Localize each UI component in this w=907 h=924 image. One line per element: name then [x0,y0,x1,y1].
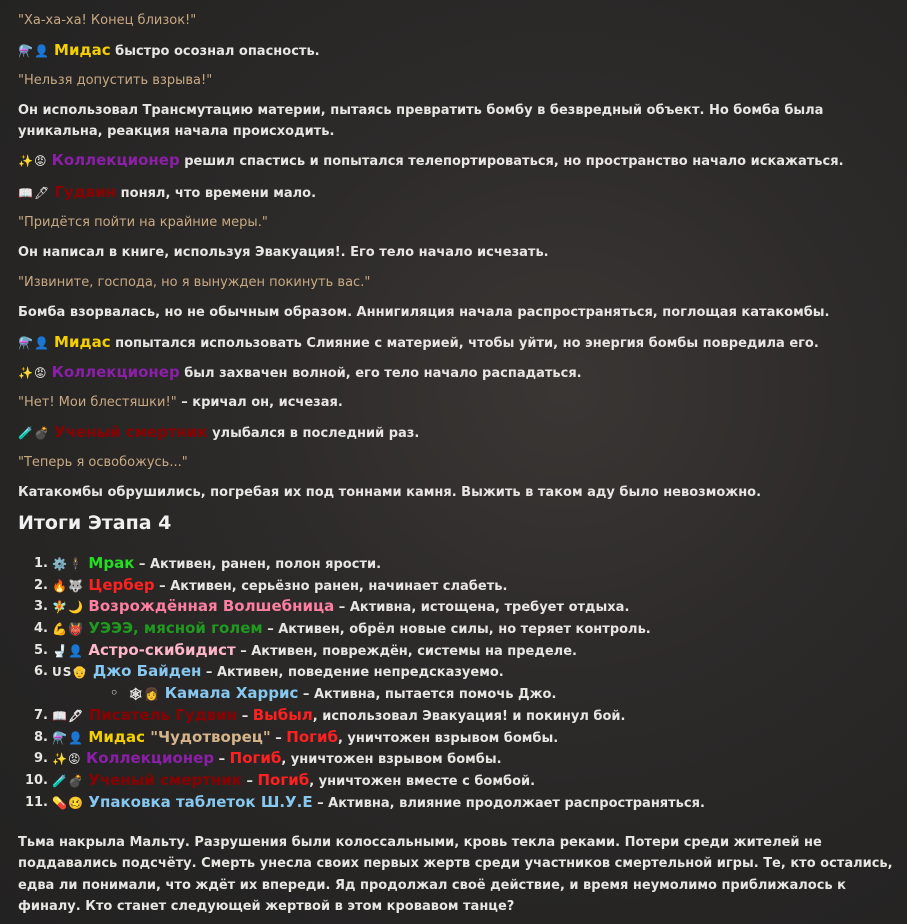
character-name: Камала Харрис [164,684,299,703]
result-number: 11. [24,794,48,810]
result-text: – Активен, серьёзно ранен, начинает слабеть. [154,578,508,594]
section-title: Итоги Этапа 4 [18,512,172,534]
result-number: 8. [34,729,48,745]
story-line [18,422,898,444]
character-name: Коллекционер [51,363,180,381]
character-name: Мрак [88,554,135,572]
narration-text: понял, что времени мало. [116,186,317,201]
character-emoji-icon: 🔥🐺 [52,578,84,593]
results-list [18,553,898,813]
character-emoji-icon: 📖🖋 [18,186,51,200]
character-emoji-icon: ✨😡 [18,366,48,380]
character-emoji-icon: ✨😡 [52,752,82,767]
character-name: Коллекционер [85,749,215,768]
result-item: 7. 📖🖋 Писатель Гудвин – Выбыл, использовал Эвакуация! и покинул бой. [18,705,898,727]
character-name: Упаковка таблеток Ш.У.Е [88,792,313,811]
status-badge: Погиб [229,749,282,768]
character-name: Коллекционер [51,151,180,169]
narration-text: решил спастись и попытался телепортироваться, но пространство начало искажаться. [179,154,844,169]
result-item: 8. ⚗️👤 Мидас "Чудотворец" – Погиб, уничтожен взрывом бомбы. [18,727,898,749]
character-name: Мидас [88,727,145,746]
character-emoji-icon: ✨😡 [18,154,48,168]
status-badge: Погиб [286,727,338,746]
quote-text: "Нельзя допустить взрыва!" [18,73,213,88]
result-item [18,596,898,618]
result-number: 9. [34,751,48,767]
result-number: 1. [34,556,48,571]
result-text: , использовал Эвакуация! и покинул бой. [312,708,626,724]
quote-text: "Ха-ха-ха! Конец близок!" [18,13,197,28]
story-line [18,452,898,473]
character-name: УЭЭЭ, мясной голем [88,619,263,638]
narration-text: улыбался в последний раз. [207,426,420,441]
result-number: 2. [34,577,48,593]
narration-text: был захвачен волной, его тело начало распадаться. [179,366,582,381]
quote-text: "Придётся пойти на крайние меры." [18,215,268,230]
character-name: Писатель Гудвин [88,705,238,724]
result-number: 7. [34,707,48,723]
character-emoji-icon: 🚽👤 [52,643,84,658]
result-number: 5. [34,642,48,658]
result-item [18,640,898,662]
result-item [18,683,898,705]
result-number: 3. [34,599,48,615]
quote-text: "Извините, господа, но я вынужден покинуть вас." [18,275,371,290]
narration-text: быстро осознал опасность. [110,44,320,59]
status-badge: Погиб [257,770,310,789]
result-item: 9. ✨😡 Коллекционер – Погиб, уничтожен взрывом бомбы. [18,748,898,770]
result-number: 4. [34,621,48,637]
character-name: Возрождённая Волшебница [88,597,335,616]
story-line [18,302,898,323]
character-name: Мидас [54,333,111,351]
story-line [18,332,898,354]
character-emoji-icon: ⚗️👤 [18,336,50,350]
character-name: Ученый смертник [54,423,208,441]
result-item [18,553,898,575]
ending-paragraph: Тьма накрыла Мальту. Разрушения были колоссальными, кровь текла реками. Потери среди жителей не поддавались подсчёту. Смерть унесла своих первых жертв среди участников смертельной игры. Те, кто остались, едва ли понимали, что ждёт их впереди. Яд продолжал своё действие, и время неумолимо приближалось к финалу. Кто станет следующей жертвой в этом кровавом танце? [18,835,893,914]
story-line [18,272,898,293]
character-emoji-icon: 💪👹 [52,622,84,637]
result-item: 10. 🧪💣 Ученый смертник – Погиб, уничтожен вместе с бомбой. [18,770,898,792]
result-number: 10. [24,772,48,788]
narration-text: Катакомбы обрушились, погребая их под тоннами камня. Выжить в таком аду было невозможно. [18,485,762,500]
character-emoji-icon: 🧪💣 [52,773,84,788]
result-text: – Активен, ранен, полон ярости. [134,557,382,572]
character-emoji-icon: 📖🖋 [52,708,85,723]
result-text: – Активна, пытается помочь Джо. [298,687,557,703]
character-emoji-icon: ⚗️👤 [18,44,50,58]
result-item [18,661,898,683]
character-nickname: "Чудотворец" [145,727,271,746]
story-line [18,40,898,62]
result-text: – Активен, повреждён, системы на пределе. [235,643,577,659]
story-line [18,10,898,31]
result-item [18,618,898,640]
narration-text: Он написал в книге, используя Эвакуация!. Его тело начало исчезать. [18,245,549,260]
character-name: Астро-скибидист [88,640,236,659]
character-emoji-icon: US👴 [52,665,89,680]
character-emoji-icon: 💊🥴 [52,795,84,810]
character-name: Джо Байден [92,662,202,681]
story-line [18,150,898,172]
bullet-icon: ◦ [110,686,119,702]
character-emoji-icon: ⚗️👤 [52,730,84,745]
result-text: – Активен, поведение непредсказуемо. [201,665,504,681]
character-emoji-icon: 🧪💣 [18,426,50,440]
result-text: – Активна, влияние продолжает распространяться. [312,795,705,811]
story-line [18,242,898,263]
result-item [18,575,898,597]
character-name: Мидас [54,41,111,59]
narration-text: попытался использовать Слияние с материей, чтобы уйти, но энергия бомбы повредила его. [110,336,819,351]
character-name: Гудвин [54,183,117,201]
story-line [18,182,898,204]
story-line [18,212,898,233]
result-text: , уничтожен вместе с бомбой. [309,773,536,789]
narration-text: Бомба взорвалась, но не обычным образом. Аннигиляция начала распространяться, поглощая катакомбы. [18,305,830,320]
character-name: Цербер [88,575,155,594]
result-item [18,792,898,814]
status-badge: Выбыл [252,705,313,724]
quote-text: "Нет! Мои блестяшки!" [18,395,177,410]
character-emoji-icon: ⚙️🕴 [52,557,84,571]
story-line [18,70,898,91]
story-line [18,100,898,142]
narration-text: – кричал он, исчезая. [176,395,343,410]
narration-text: Он использовал Трансмутацию материи, пытаясь превратить бомбу в безвредный объект. Но бомба была уникальна, реакция начала происходить. [18,103,824,139]
result-text: – Активна, истощена, требует отдыха. [334,600,630,616]
quote-text: "Теперь я освобожусь..." [18,455,188,470]
result-text: , уничтожен взрывом бомбы. [281,752,502,768]
story-line [18,392,898,413]
character-emoji-icon: 🕸👩 [128,687,161,702]
story-line [18,362,898,384]
character-name: Ученый смертник [88,770,242,789]
result-text: , уничтожен взрывом бомбы. [337,730,559,746]
result-number: 6. [34,664,48,680]
story-line [18,482,898,503]
result-text: – Активен, обрёл новые силы, но теряет контроль. [262,622,651,638]
character-emoji-icon: 🧚🌙 [52,600,84,615]
